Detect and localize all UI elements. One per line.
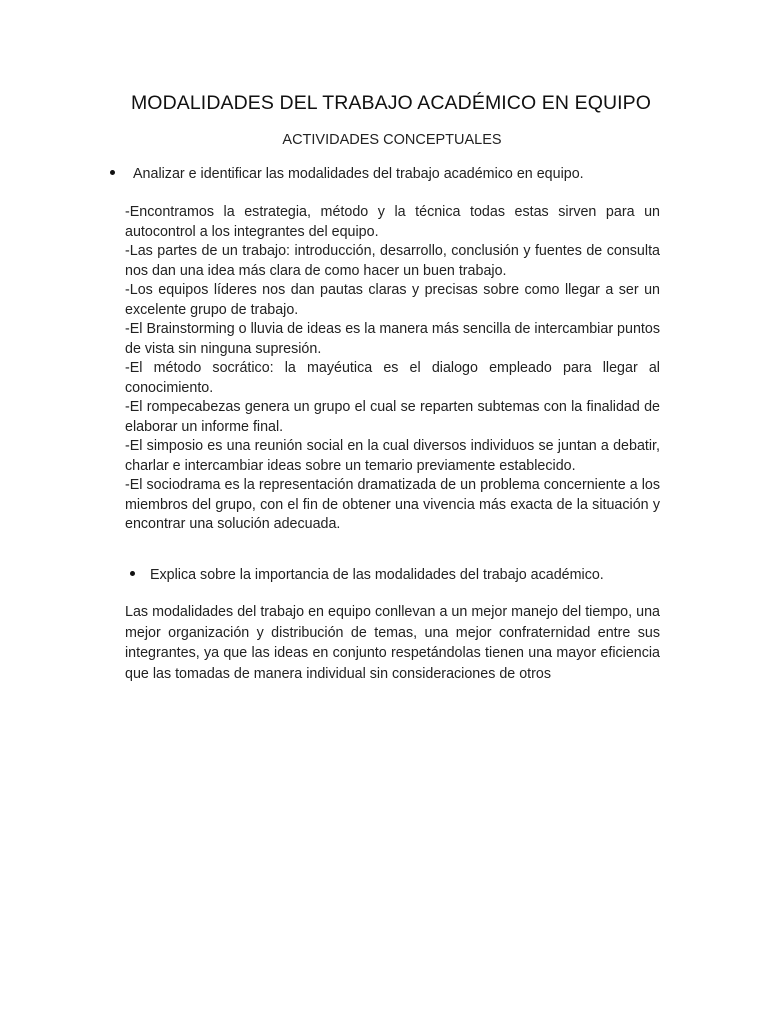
document-title: MODALIDADES DEL TRABAJO ACADÉMICO EN EQUIPO: [130, 92, 652, 114]
bullet-item-analyze: [110, 166, 670, 182]
bullet-item-explain: [130, 567, 670, 583]
paragraph-symposium: -El simposio es una reunión social en la cual diversos individuos se juntan a debatir, charlar e intercambiar ideas sobre un temario previamente establecido.: [125, 438, 660, 474]
bullet-text: Analizar e identificar las modalidades del trabajo académico en equipo.: [133, 166, 584, 182]
paragraph-sociodrama: -El sociodrama es la representación dramatizada de un problema concerniente a los miembros del grupo, con el fin de obtener una vivencia más exacta de la situación y encontrar una solución adecuada.: [125, 477, 660, 532]
paragraph-parts: -Las partes de un trabajo: introducción, desarrollo, conclusión y fuentes de consulta nos dan una idea más clara de como hacer un buen trabajo.: [125, 243, 660, 279]
paragraph-leaders: -Los equipos líderes nos dan pautas claras y precisas sobre como llegar a ser un excelente grupo de trabajo.: [125, 282, 660, 318]
document-subtitle: ACTIVIDADES CONCEPTUALES: [282, 132, 502, 148]
bullet-text: Explica sobre la importancia de las modalidades del trabajo académico.: [150, 567, 604, 583]
paragraph-socratic: -El método socrático: la mayéutica es el dialogo empleado para llegar al conocimiento.: [125, 360, 660, 396]
paragraph-brainstorming: -El Brainstorming o lluvia de ideas es la manera más sencilla de intercambiar puntos de vista sin ninguna supresión.: [125, 321, 660, 357]
paragraph-puzzle: -El rompecabezas genera un grupo el cual se reparten subtemas con la finalidad de elaborar un informe final.: [125, 399, 660, 435]
bullet-icon: [130, 571, 135, 576]
modalities-list: [125, 203, 660, 535]
conclusion-paragraph: Las modalidades del trabajo en equipo conllevan a un mejor manejo del tiempo, una mejor organización y distribución de temas, una mejor confraternidad entre sus integrantes, ya que las ideas en conjunto respetándolas tienen una mayor eficiencia que las tomadas de manera individual sin consideraciones de otros: [125, 604, 660, 682]
paragraph-strategy: -Encontramos la estrategia, método y la técnica todas estas sirven para un autocontrol a los integrantes del equipo.: [125, 204, 660, 240]
bullet-icon: [110, 170, 115, 175]
